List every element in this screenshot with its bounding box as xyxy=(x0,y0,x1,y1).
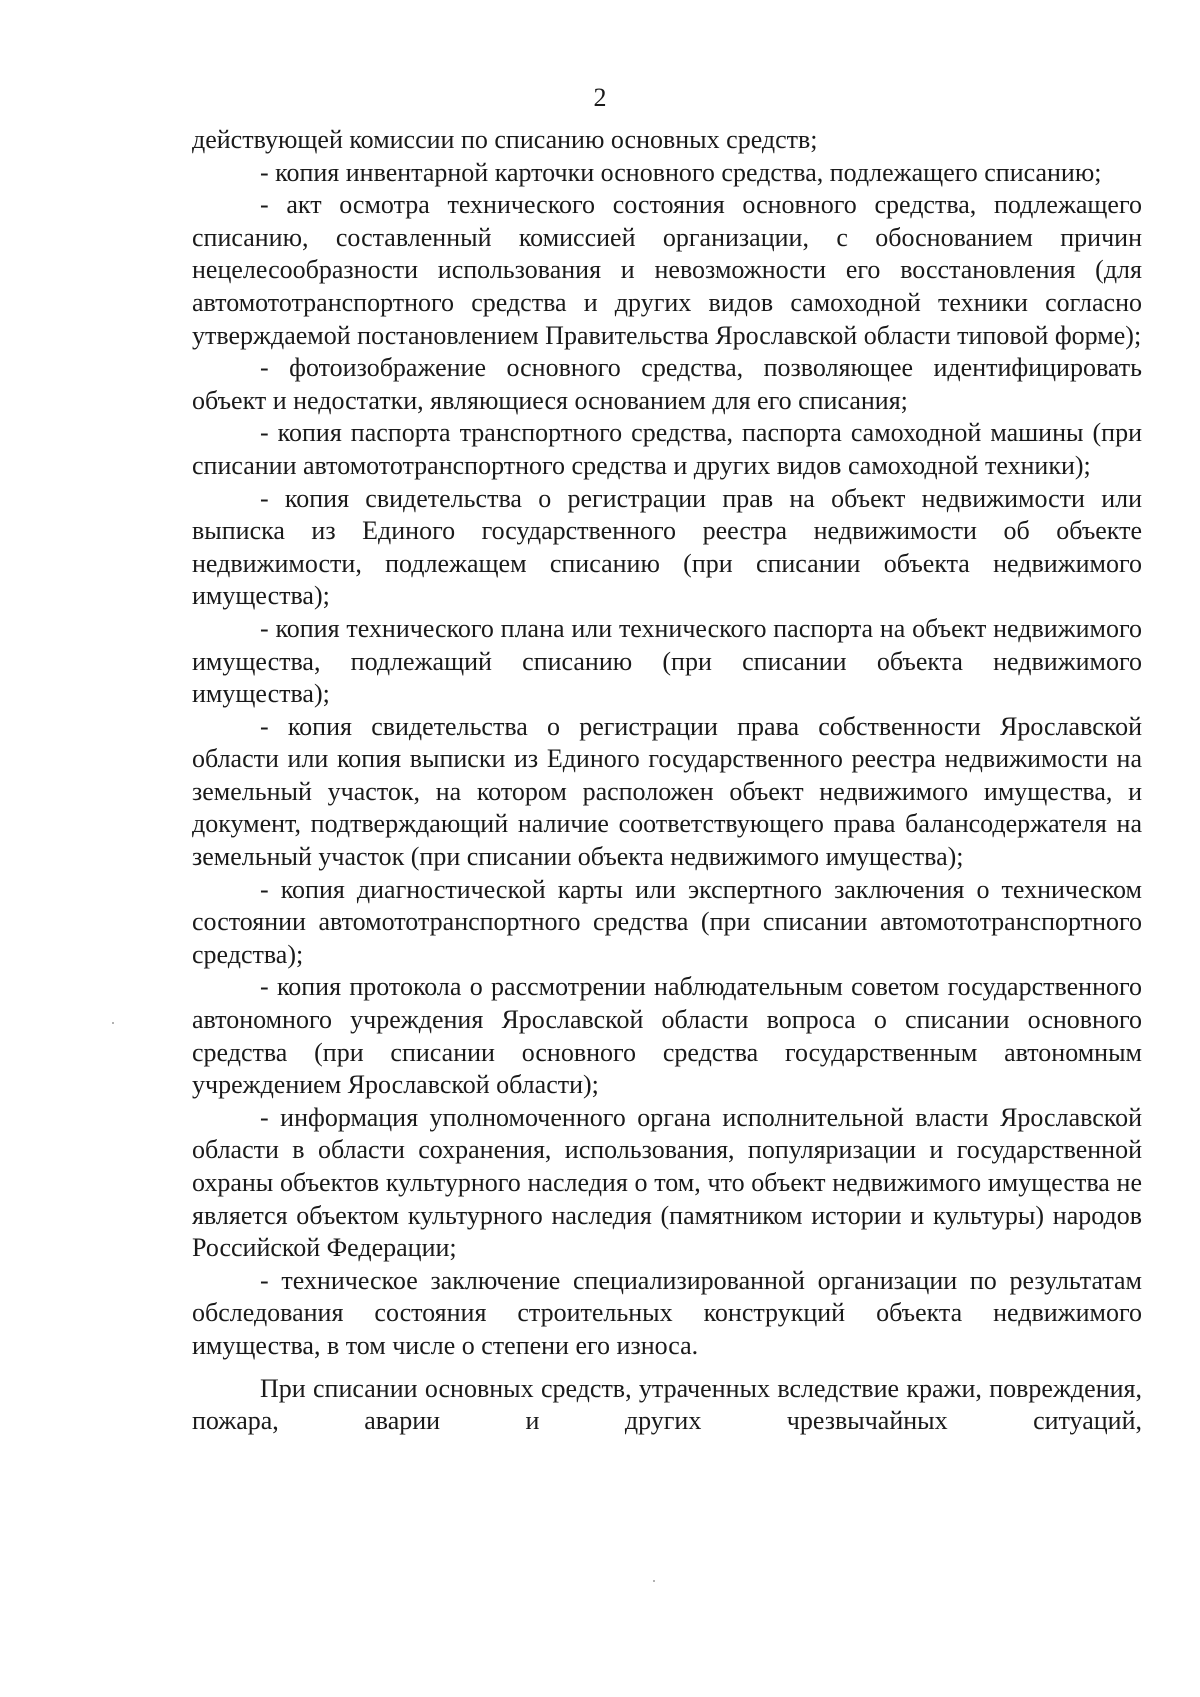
list-item: - техническое заключение специализированной организации по результатам обследования состояния строительных конструкций объекта недвижимого имущества, в том числе о степени его износа. xyxy=(192,1265,1142,1360)
list-item: - информация уполномоченного органа исполнительной власти Ярославской области в области сохранения, использования, популяризации и государственной охраны объектов культурного наследия о том, что объект недвижимого имущества не является объектом культурного наследия (памятником истории и культуры) народов Российской Федерации; xyxy=(192,1102,1142,1263)
page-number: 2 xyxy=(593,83,607,112)
list-item: - фотоизображение основного средства, позволяющее идентифицировать объект и недостатки, являющиеся основанием для его списания; xyxy=(192,353,1142,415)
list-item: - акт осмотра технического состояния основного средства, подлежащего списанию, составленный комиссией организации, с обоснованием причин нецелесообразности использования и невозможности его восстановления (для автомототранспортного средства и других видов самоходной техники согласно утверждаемой постановлением Правительства Ярославской области типовой форме); xyxy=(192,190,1142,350)
scan-speck xyxy=(653,1580,655,1582)
document-body xyxy=(192,124,1142,1438)
paragraph: действующей комиссии по списанию основных средств; xyxy=(192,125,818,154)
list-item: - копия инвентарной карточки основного средства, подлежащего списанию; xyxy=(260,157,1102,187)
list-item: - копия паспорта транспортного средства, паспорта самоходной машины (при списании автомототранспортного средства и других видов самоходной техники); xyxy=(192,418,1142,480)
scan-speck xyxy=(112,1022,114,1024)
paragraph: При списании основных средств, утраченных вследствие кражи, повреждения, пожара, аварии и других чрезвычайных ситуаций, xyxy=(192,1373,1142,1436)
list-item: - копия свидетельства о регистрации прав на объект недвижимости или выписка из Единого государственного реестра недвижимости об объекте недвижимости, подлежащем списанию (при списании объекта недвижимого имущества); xyxy=(192,483,1142,611)
list-item: - копия технического плана или технического паспорта на объект недвижимого имущества, подлежащий списанию (при списании объекта недвижимого имущества); xyxy=(192,613,1142,709)
list-item: - копия протокола о рассмотрении наблюдательным советом государственного автономного учреждения Ярославской области вопроса о списании основного средства (при списании основного средства государственным автономным учреждением Ярославской области); xyxy=(192,972,1142,1100)
list-item: - копия диагностической карты или экспертного заключения о техническом состоянии автомототранспортного средства (при списании автомототранспортного средства); xyxy=(192,874,1142,969)
list-item: - копия свидетельства о регистрации права собственности Ярославской области или копия выписки из Единого государственного реестра недвижимости на земельный участок, на котором расположен объект недвижимого имущества, и документ, подтверждающий наличие соответствующего права балансодержателя на земельный участок (при списании объекта недвижимого имущества); xyxy=(192,711,1142,872)
